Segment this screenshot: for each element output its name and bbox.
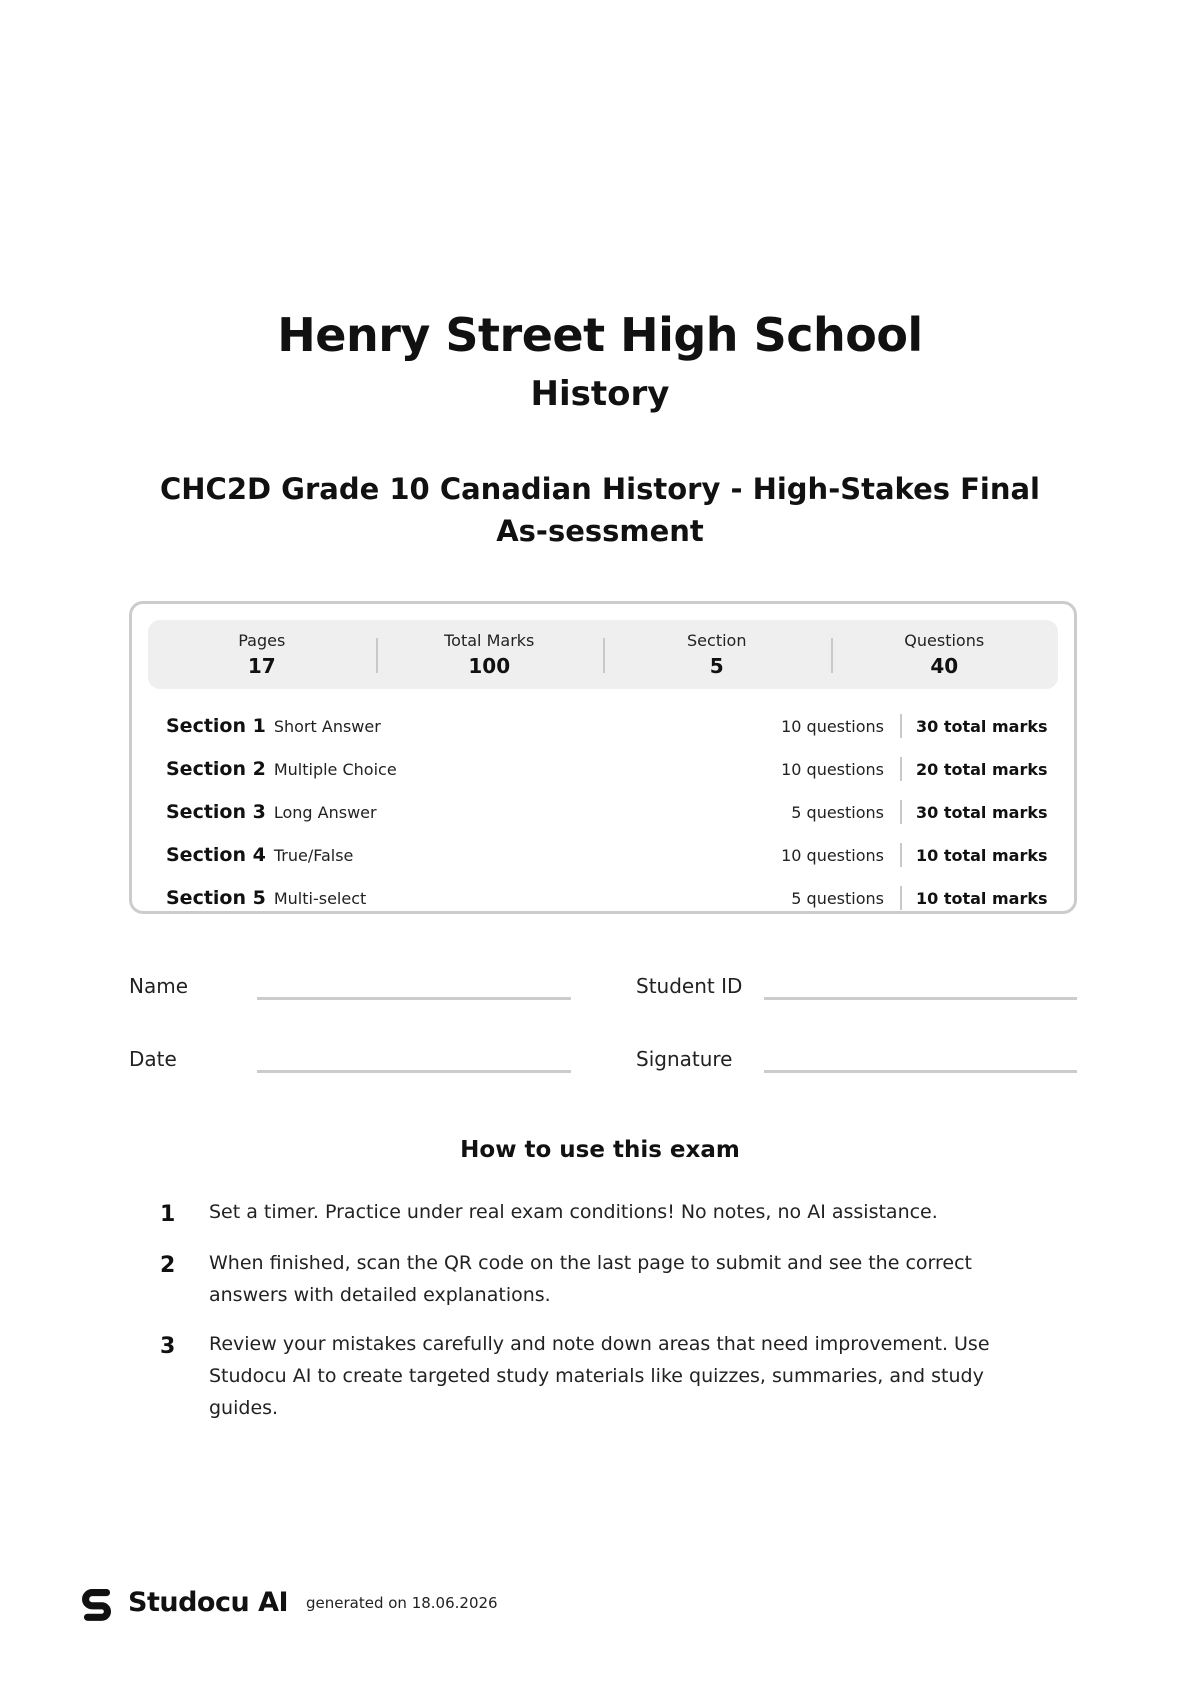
- section-type: True/False: [273, 845, 354, 865]
- stat-value: 100: [468, 653, 511, 678]
- school-title: Henry Street High School: [277, 308, 923, 362]
- section-marks: 30 total marks: [916, 802, 1048, 822]
- stat-section: [603, 620, 831, 689]
- section-type: Long Answer: [273, 802, 377, 822]
- studocu-logo-icon: [78, 1584, 116, 1622]
- section-type: Multiple Choice: [273, 759, 397, 779]
- divider: [900, 757, 902, 781]
- section-type: Multi-select: [273, 888, 367, 908]
- date-field[interactable]: [257, 1070, 571, 1073]
- stat-pages: [148, 620, 376, 689]
- section-name: Section 2: [166, 758, 266, 780]
- section-marks: 30 total marks: [916, 716, 1048, 736]
- divider: [900, 714, 902, 738]
- student-id-field[interactable]: [764, 997, 1077, 1000]
- step-text: When finished, scan the QR code on the last page to submit and see the correct answers with detailed explanations.: [209, 1252, 972, 1306]
- name-field[interactable]: [257, 997, 571, 1000]
- section-marks: 20 total marks: [916, 759, 1048, 779]
- section-marks: 10 total marks: [916, 845, 1048, 865]
- section-questions: 10 questions: [781, 759, 884, 779]
- section-name: Section 4: [166, 844, 266, 866]
- section-marks: 10 total marks: [916, 888, 1048, 908]
- section-row-1: [166, 711, 1046, 741]
- stat-value: 40: [930, 653, 959, 678]
- section-row-5: [166, 883, 1046, 913]
- student-id-label: Student ID: [636, 974, 743, 998]
- step-text: Review your mistakes carefully and note down areas that need improvement. Use Studocu AI to create targeted study materials like quizzes, summaries, and study guides.: [209, 1333, 990, 1419]
- divider: [900, 886, 902, 910]
- section-questions: 10 questions: [781, 845, 884, 865]
- subject-title: History: [530, 374, 670, 414]
- stat-value: 17: [247, 653, 276, 678]
- stat-total-marks: [376, 620, 604, 689]
- name-label: Name: [129, 974, 189, 998]
- date-label: Date: [129, 1047, 177, 1071]
- step-number: 1: [160, 1202, 176, 1227]
- stat-label: Questions: [904, 630, 985, 650]
- section-row-3: [166, 797, 1046, 827]
- section-questions: 10 questions: [781, 716, 884, 736]
- signature-label: Signature: [636, 1047, 733, 1071]
- stat-label: Section: [687, 630, 747, 650]
- step-number: 2: [160, 1253, 176, 1278]
- stats-bar: [148, 620, 1058, 689]
- divider: [900, 843, 902, 867]
- section-name: Section 1: [166, 715, 266, 737]
- section-type: Short Answer: [273, 716, 381, 736]
- section-questions: 5 questions: [791, 802, 884, 822]
- stat-label: Pages: [238, 630, 286, 650]
- section-name: Section 3: [166, 801, 266, 823]
- generated-date: generated on 18.06.2026: [306, 1594, 498, 1612]
- step-text: Set a timer. Practice under real exam conditions! No notes, no AI assistance.: [209, 1201, 938, 1223]
- signature-field[interactable]: [764, 1070, 1077, 1073]
- section-row-4: [166, 840, 1046, 870]
- brand-name: Studocu AI: [128, 1587, 289, 1618]
- section-questions: 5 questions: [791, 888, 884, 908]
- exam-summary-card: [129, 601, 1077, 914]
- divider: [900, 800, 902, 824]
- stat-questions: [831, 620, 1059, 689]
- exam-title: CHC2D Grade 10 Canadian History - High-Stakes Final As-sessment: [159, 472, 1040, 548]
- howto-title: How to use this exam: [460, 1137, 740, 1163]
- stat-label: Total Marks: [444, 630, 535, 650]
- section-name: Section 5: [166, 887, 266, 909]
- stat-value: 5: [709, 653, 724, 678]
- step-number: 3: [160, 1334, 176, 1359]
- section-row-2: [166, 754, 1046, 784]
